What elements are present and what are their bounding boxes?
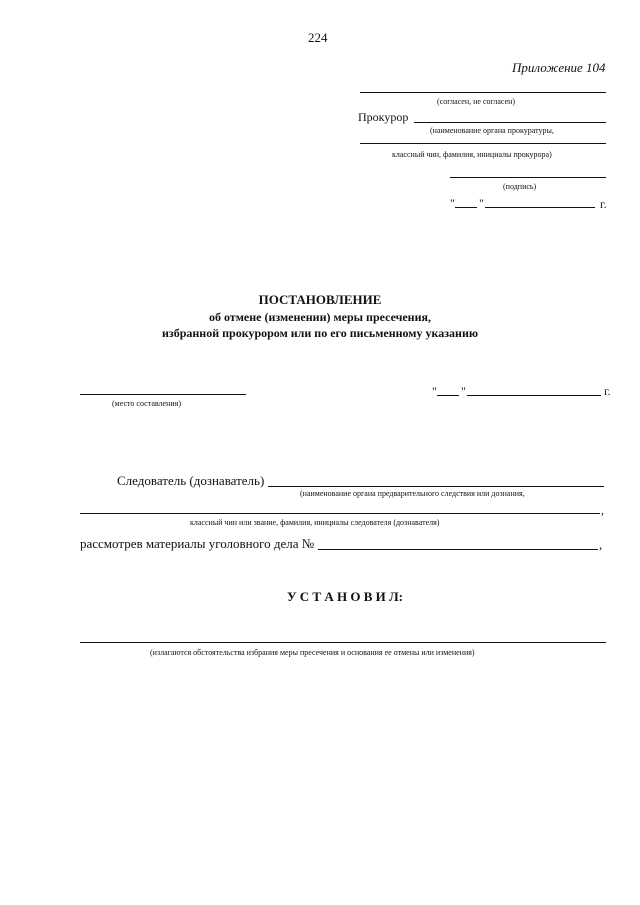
prosecutor-label: Прокурор: [358, 110, 409, 124]
doc-date-month-line: [467, 395, 601, 396]
case-label: рассмотрев материалы уголовного дела №: [80, 536, 315, 551]
page-number: 224: [308, 30, 328, 45]
signature-line: [450, 177, 606, 178]
approval-date-quote-close: ": [479, 196, 484, 210]
approval-year-suffix: г.: [600, 197, 607, 211]
case-number-line: [318, 549, 598, 550]
investigator-rank-caption: классный чин или звание, фамилия, инициалы следователя (дознавателя): [190, 518, 440, 527]
document-subtitle-line1: об отмене (изменении) меры пресечения,: [208, 310, 432, 324]
prosecutor-org-line: [414, 122, 606, 123]
doc-date-day-line: [437, 395, 459, 396]
approval-date-quote-open: ": [450, 196, 455, 210]
doc-date-quote-open: ": [432, 384, 437, 398]
approval-date-month-line: [485, 207, 595, 208]
circumstances-line: [80, 642, 606, 643]
prosecutor-org-caption: (наименование органа прокуратуры,: [430, 126, 554, 135]
investigator-rank-line: [80, 513, 600, 514]
prosecutor-rank-caption: классный чин, фамилия, инициалы прокурора): [392, 150, 552, 159]
document-subtitle-line2: избранной прокурором или по его письменному указанию: [161, 326, 479, 340]
place-caption: (место составления): [112, 399, 181, 408]
document-heading: ПОСТАНОВЛЕНИЕ: [258, 292, 382, 307]
circumstances-caption: (излагаются обстоятельства избрания меры пресечения и основания ее отмены или изменения): [150, 648, 475, 657]
prosecutor-rank-line: [360, 143, 606, 144]
place-line: [80, 394, 246, 395]
investigator-org-line: [268, 486, 604, 487]
consent-line: [360, 92, 606, 93]
case-comma: ,: [599, 537, 603, 552]
doc-date-quote-close: ": [461, 384, 466, 398]
doc-year-suffix: г.: [604, 384, 611, 398]
appendix-label: Приложение 104: [512, 60, 606, 75]
investigator-org-caption: (наименование органа предварительного следствия или дознания,: [300, 489, 525, 498]
investigator-label: Следователь (дознаватель): [117, 473, 265, 488]
approval-date-day-line: [455, 207, 477, 208]
signature-caption: (подпись): [503, 182, 537, 191]
consent-caption: (согласен, не согласен): [437, 97, 516, 106]
established-heading: У С Т А Н О В И Л:: [286, 589, 403, 604]
investigator-rank-comma: ,: [601, 503, 604, 517]
